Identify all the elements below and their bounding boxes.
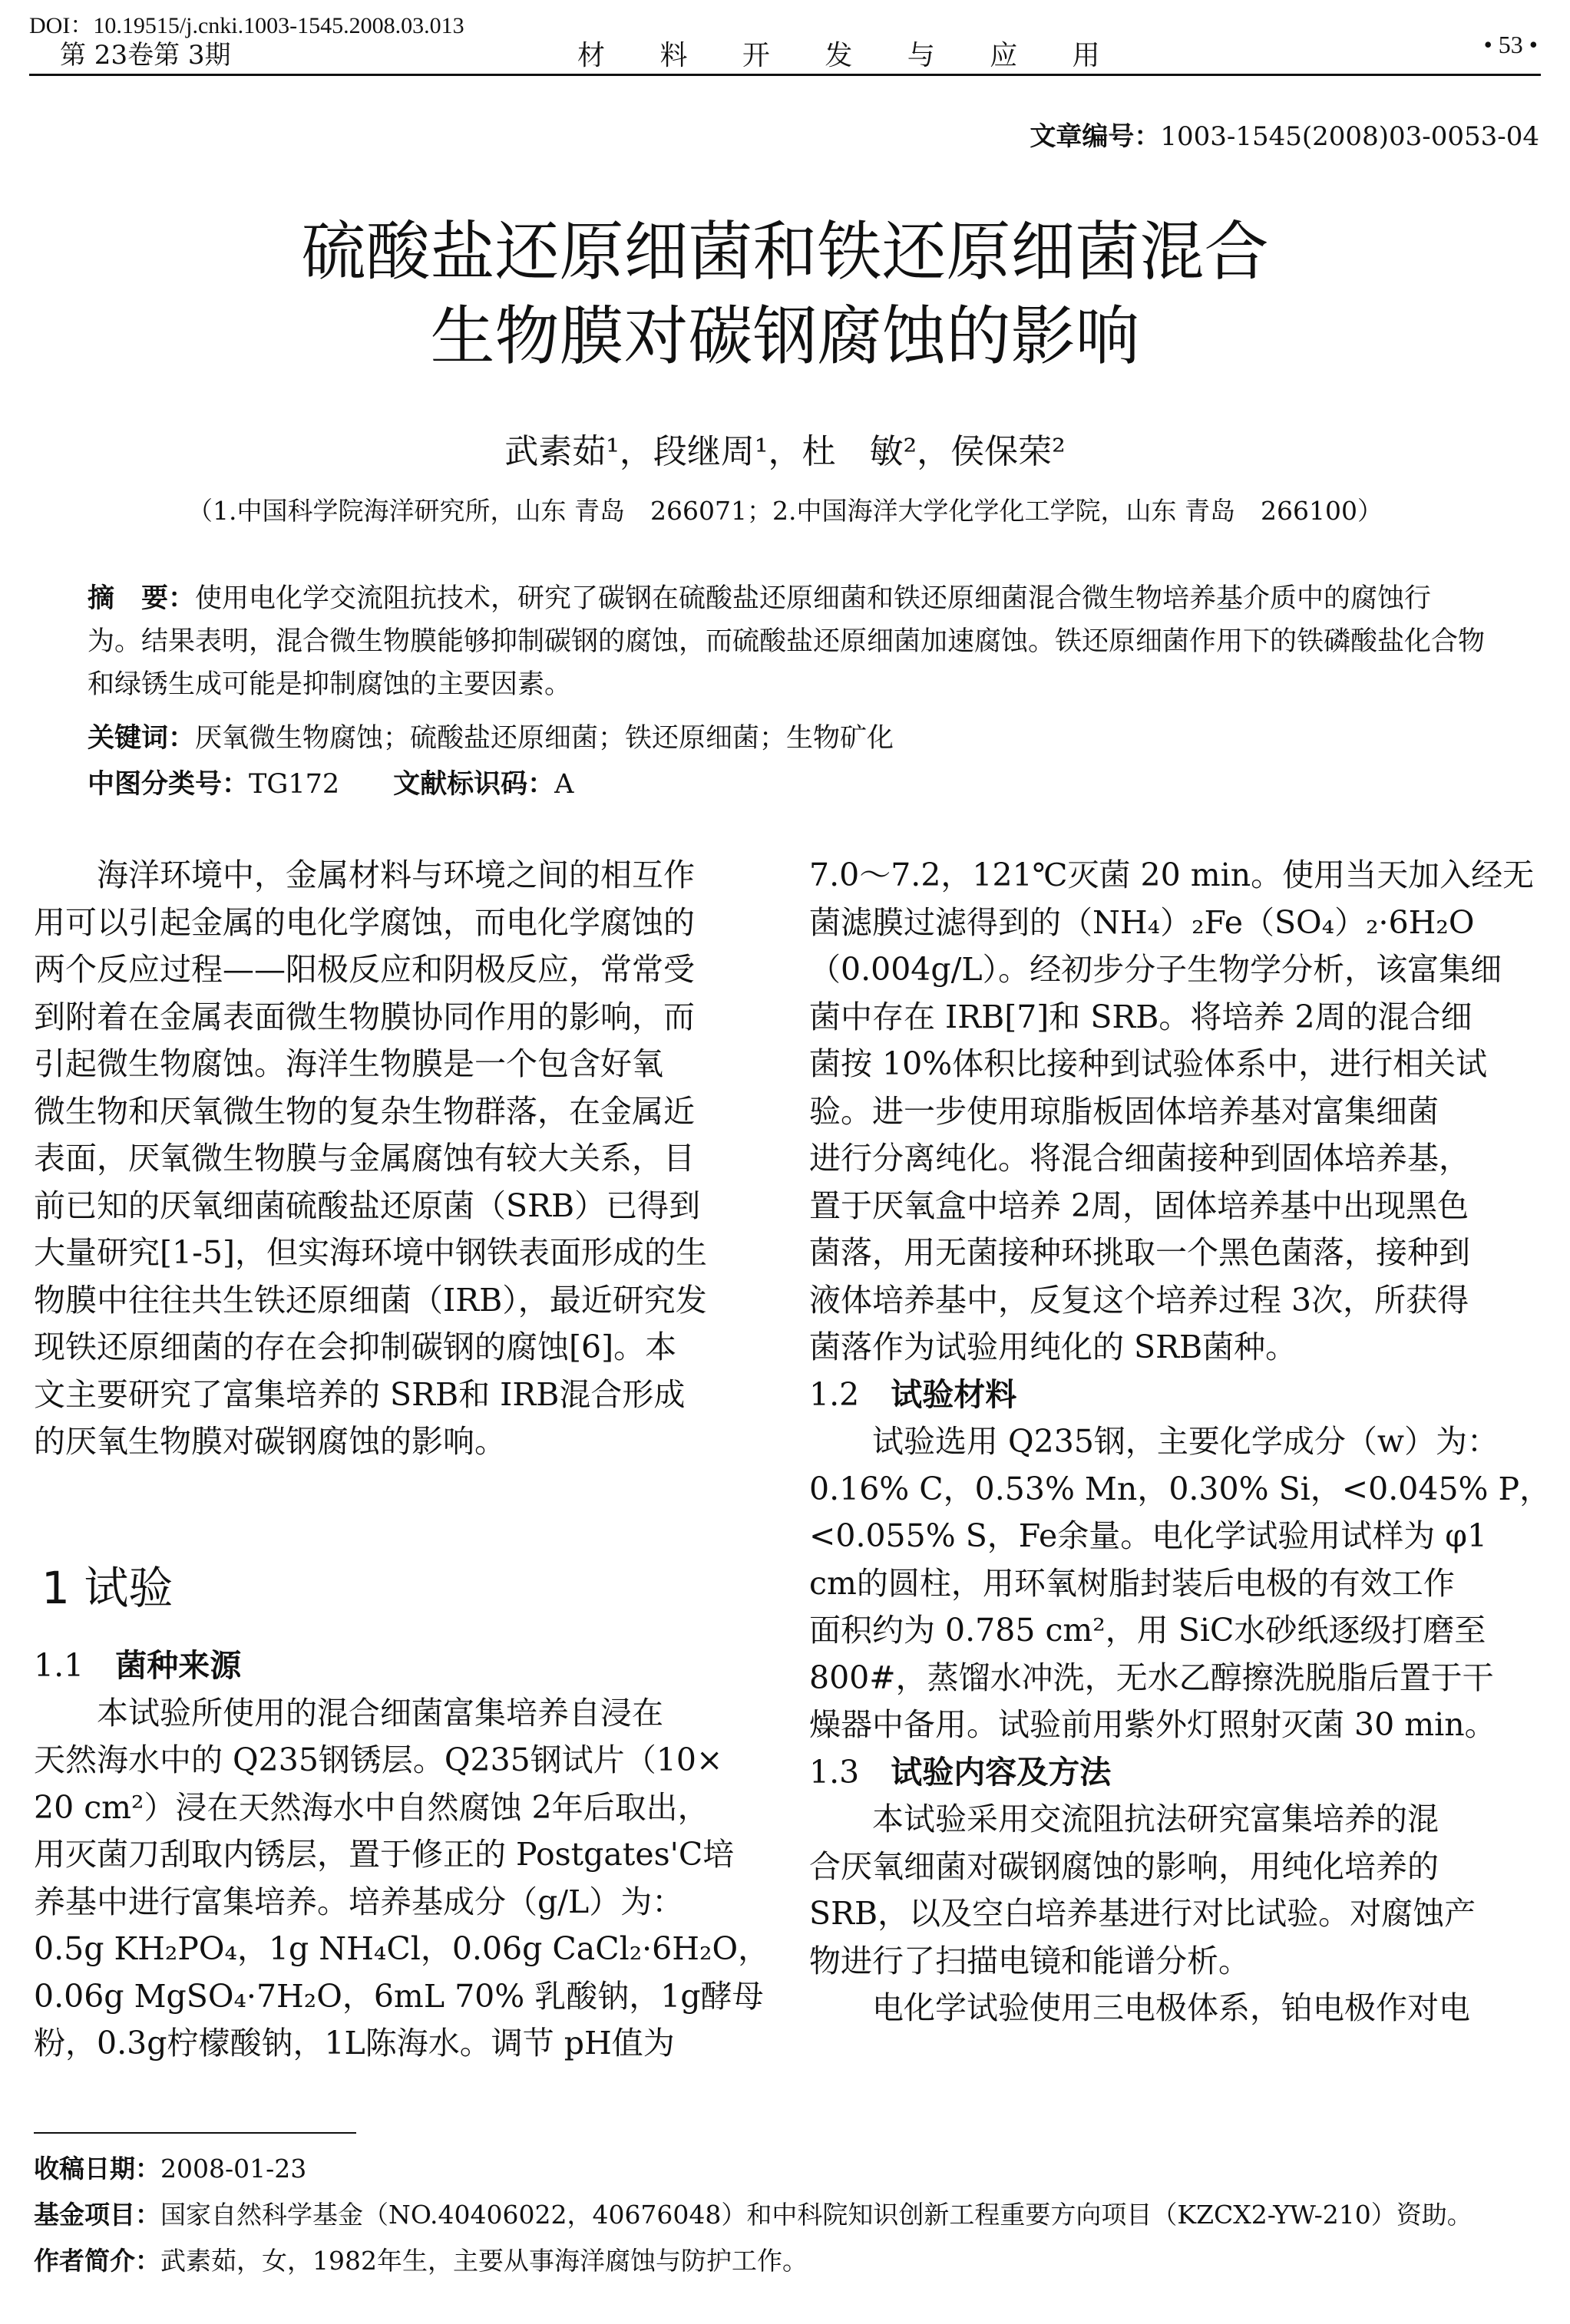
text-line: 0.5g KH₂PO₄，1g NH₄Cl，0.06g CaCl₂·6H₂O， [34, 1930, 770, 1967]
journal-name: 材 料 开 发 与 应 用 [577, 40, 1123, 71]
text-line: 海洋环境中，金属材料与环境之间的相互作 [34, 857, 695, 893]
abstract [88, 577, 1485, 706]
subsection-number: 1.3 [809, 1753, 860, 1791]
volume-issue: 第 23卷第 3期 [60, 40, 231, 71]
keywords [88, 717, 894, 755]
text-line: 菌中存在 IRB[7]和 SRB。将培养 2周的混合细 [809, 998, 1472, 1035]
abstract-text: 使用电化学交流阻抗技术，研究了碳钢在硫酸盐还原细菌和铁还原细菌混合微生物培养基介质中的腐蚀行为。结果表明，混合微生物膜能够抑制碳钢的腐蚀，而硫酸盐还原细菌加速腐蚀。铁还原细菌作用下的铁磷酸盐化合物和绿锈生成可能是抑制腐蚀的主要因素。 [88, 583, 1486, 700]
text-line: 本试验采用交流阻抗法研究富集培养的混 [809, 1801, 1439, 1837]
text-line: 菌滤膜过滤得到的（NH₄）₂Fe（SO₄）₂·6H₂O [809, 903, 1475, 941]
text-line: 0.06g MgSO₄·7H₂O，6mL 70% 乳酸钠，1g酵母 [34, 1977, 764, 2015]
fund-text: 国家自然科学基金（NO.40406022，40676048）和中科院知识创新工程重要方向项目（KZCX2-YW-210）资助。 [160, 2200, 1472, 2230]
page-number: • 53 • [1483, 31, 1538, 58]
doc-code-label: 文献标识码： [393, 769, 555, 800]
subsection-title: 试验内容及方法 [891, 1753, 1112, 1791]
text-line: 物进行了扫描电镜和能谱分析。 [809, 1942, 1250, 1979]
text-line: 用可以引起金属的电化学腐蚀，而电化学腐蚀的 [34, 903, 695, 941]
text-line: 引起微生物腐蚀。海洋生物膜是一个包含好氧 [34, 1045, 663, 1082]
footnote-author [34, 2241, 808, 2277]
text-line: cm的圆柱，用环氧树脂封装后电极的有效工作 [809, 1564, 1455, 1602]
section-heading-1: 1 试验 [41, 1562, 174, 1614]
authors: 武素茹¹，段继周¹，杜 敏²，侯保荣² [504, 432, 1066, 471]
text-line: 7.0～7.2，121℃灭菌 20 min。使用当天加入经无 [809, 857, 1535, 893]
text-line: 物膜中往往共生铁还原细菌（IRB），最近研究发 [34, 1281, 707, 1319]
text-line: 进行分离纯化。将混合细菌接种到固体培养基， [809, 1140, 1470, 1177]
subsection-title: 菌种来源 [115, 1647, 242, 1684]
keywords-text: 厌氧微生物腐蚀；硫酸盐还原细菌；铁还原细菌；生物矿化 [195, 723, 894, 754]
article-number [1030, 115, 1539, 153]
doc-code-value: A [554, 769, 574, 800]
text-line: 燥器中备用。试验前用紫外灯照射灭菌 30 min。 [809, 1706, 1496, 1743]
text-line: 两个反应过程——阳极反应和阴极反应，常常受 [34, 951, 695, 988]
title-line-2: 生物膜对碳钢腐蚀的影响 [430, 299, 1140, 374]
text-line: 800#，蒸馏水冲洗，无水乙醇擦洗脱脂后置于干 [809, 1659, 1494, 1696]
text-line: 菌落，用无菌接种环挑取一个黑色菌落，接种到 [809, 1234, 1470, 1271]
subsection-title: 试验材料 [891, 1375, 1017, 1413]
left-column [34, 852, 755, 1466]
text-line: 合厌氧细菌对碳钢腐蚀的影响，用纯化培养的 [809, 1847, 1439, 1885]
text-line: 文主要研究了富集培养的 SRB和 IRB混合形成 [34, 1375, 686, 1413]
text-line: 表面，厌氧微生物膜与金属腐蚀有较大关系，目 [34, 1140, 695, 1177]
text-line: 到附着在金属表面微生物膜协同作用的影响，而 [34, 998, 695, 1035]
text-line: 液体培养基中，反复这个培养过程 3次，所获得 [809, 1281, 1469, 1319]
text-line: 试验选用 Q235钢，主要化学成分（w）为： [809, 1423, 1499, 1460]
text-line: 菌按 10%体积比接种到试验体系中，进行相关试 [809, 1045, 1488, 1082]
text-line: 的厌氧生物膜对碳钢腐蚀的影响。 [34, 1423, 506, 1460]
text-line: （0.004g/L）。经初步分子生物学分析，该富集细 [809, 951, 1502, 988]
text-line: 菌落作为试验用纯化的 SRB菌种。 [809, 1329, 1297, 1365]
text-line: 前已知的厌氧细菌硫酸盐还原菌（SRB）已得到 [34, 1187, 701, 1224]
text-line: 电化学试验使用三电极体系，铂电极作对电 [809, 1989, 1470, 2026]
footnote-fund [34, 2195, 1472, 2231]
right-column [809, 852, 1552, 2032]
text-line: 天然海水中的 Q235钢锈层。Q235钢试片（10× [34, 1741, 723, 1778]
author-bio-text: 武素茹，女，1982年生，主要从事海洋腐蚀与防护工作。 [160, 2246, 808, 2276]
fund-label: 基金项目： [34, 2200, 160, 2230]
text-line: 本试验所使用的混合细菌富集培养自浸在 [34, 1694, 663, 1731]
keywords-label: 关键词： [88, 723, 196, 754]
clc-label: 中图分类号： [88, 769, 250, 800]
classification [88, 763, 573, 801]
text-line: <0.055% S，Fe余量。电化学试验用试样为 φ1 [809, 1517, 1488, 1554]
article-number-value: 1003-1545(2008)03-0053-04 [1160, 121, 1539, 152]
article-number-label: 文章编号： [1030, 121, 1161, 152]
left-column-section-1-1 [34, 1642, 770, 2068]
title-line-1: 硫酸盐还原细菌和铁还原细菌混合 [301, 214, 1269, 289]
text-line: 面积约为 0.785 cm²，用 SiC水砂纸逐级打磨至 [809, 1612, 1486, 1649]
subsection-heading-1-3 [809, 1749, 1539, 1797]
text-line: 粉，0.3g柠檬酸钠，1L陈海水。调节 pH值为 [34, 2025, 675, 2062]
author-bio-label: 作者简介： [34, 2246, 160, 2276]
text-line: 现铁还原细菌的存在会抑制碳钢的腐蚀[6]。本 [34, 1329, 677, 1365]
text-line: 0.16% C，0.53% Mn，0.30% Si，<0.045% P， [809, 1470, 1552, 1507]
subsection-heading-1-1 [34, 1642, 755, 1690]
subsection-number: 1.1 [34, 1647, 84, 1684]
text-line: 养基中进行富集培养。培养基成分（g/L）为： [34, 1883, 684, 1920]
abstract-label: 摘 要： [88, 583, 196, 614]
doi: DOI：10.19515/j.cnki.1003-1545.2008.03.013 [29, 13, 464, 38]
header-rule [29, 74, 1541, 76]
received-label: 收稿日期： [34, 2154, 160, 2184]
text-line: 置于厌氧盒中培养 2周，固体培养基中出现黑色 [809, 1187, 1469, 1224]
text-line: 微生物和厌氧微生物的复杂生物群落，在金属近 [34, 1092, 695, 1130]
text-line: 用灭菌刀刮取内锈层，置于修正的 Postgates'C培 [34, 1836, 735, 1873]
subsection-heading-1-2 [809, 1372, 1539, 1419]
clc-value: TG172 [249, 769, 340, 800]
text-line: 20 cm²）浸在天然海水中自然腐蚀 2年后取出， [34, 1788, 709, 1826]
footnote-received [34, 2149, 306, 2185]
text-line: 验。进一步使用琼脂板固体培养基对富集细菌 [809, 1092, 1439, 1130]
text-line: SRB，以及空白培养基进行对比试验。对腐蚀产 [809, 1895, 1476, 1932]
footnote-rule [34, 2132, 356, 2134]
affiliations: （1.中国科学院海洋研究所，山东 青岛 266071；2.中国海洋大学化学化工学院，山东 青岛 266100） [187, 496, 1383, 526]
received-date: 2008-01-23 [160, 2154, 307, 2184]
subsection-number: 1.2 [809, 1375, 860, 1413]
text-line: 大量研究[1-5]，但实海环境中钢铁表面形成的生 [34, 1234, 708, 1271]
